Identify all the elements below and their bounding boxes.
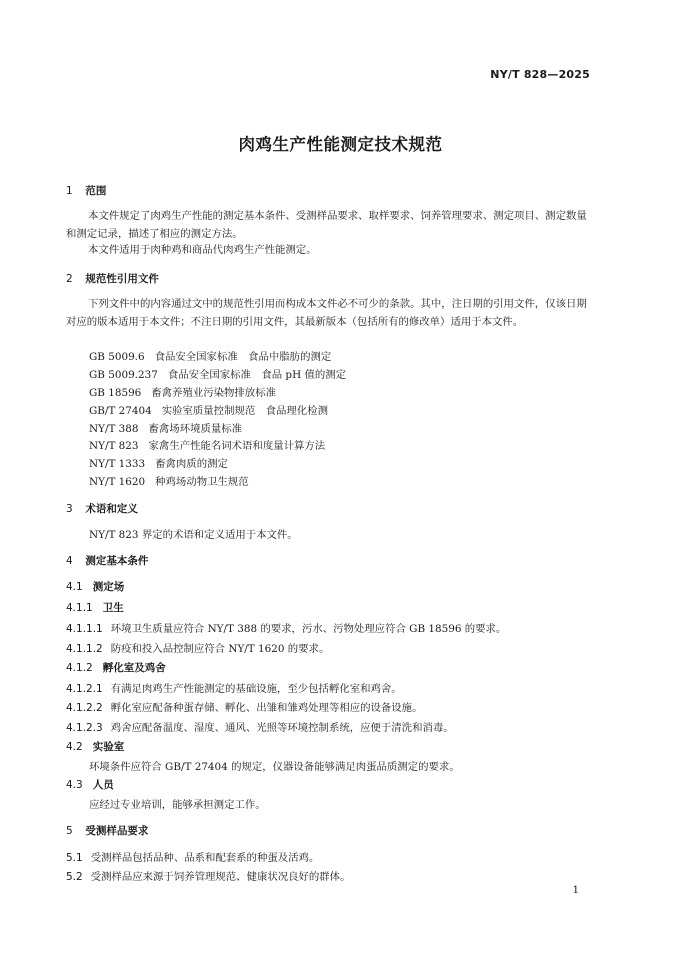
- reference-name: 畜禽肉质的测定: [155, 458, 228, 470]
- reference-code: NY/T 823: [89, 440, 139, 452]
- reference-name: 畜禽场环境质量标准: [148, 423, 243, 435]
- clause-text: 环境卫生质量应符合 NY/T 388 的要求，污水、污物处理应符合 GB 18596 的要求。: [110, 623, 507, 635]
- subsection-number: 4.2: [66, 741, 83, 753]
- standard-number: NY/T 828—2025: [490, 68, 590, 81]
- subsection-title: 孵化室及鸡舍: [102, 662, 166, 674]
- clause-text: 受测样品包括品种、品系和配套系的种蛋及活鸡。: [90, 852, 320, 864]
- clause-5-2: [66, 868, 350, 883]
- section-2-heading: [66, 271, 159, 286]
- subsection-4-2-heading: [66, 739, 124, 754]
- reference-code: GB 18596: [89, 387, 142, 399]
- reference-item: [89, 348, 331, 363]
- reference-name: 实验室质量控制规范 食品理化检测: [161, 405, 328, 417]
- reference-item: [89, 420, 242, 435]
- reference-item: [89, 455, 228, 470]
- section-1-paragraph-1: 本文件规定了肉鸡生产性能的测定基本条件、受测样品要求、取样要求、饲养管理要求、测定项目、测定数量和测定记录，描述了相应的测定方法。: [66, 210, 587, 240]
- section-title: 测定基本条件: [85, 555, 149, 567]
- subsection-number: 4.1.1: [66, 602, 93, 614]
- reference-code: GB/T 27404: [89, 405, 152, 417]
- clause-5-1: [66, 849, 319, 864]
- section-1-heading: [66, 183, 106, 198]
- clause-number: 4.1.1.2: [66, 643, 103, 655]
- section-number: 4: [66, 555, 73, 567]
- clause-4-1-2-3: [66, 719, 454, 734]
- section-4-heading: [66, 553, 148, 568]
- reference-item: [89, 384, 276, 399]
- reference-code: GB 5009.6: [89, 351, 145, 363]
- section-1-paragraph-2: 本文件适用于肉种鸡和商品代肉鸡生产性能测定。: [88, 244, 317, 256]
- section-title: 规范性引用文件: [85, 273, 159, 285]
- reference-name: 种鸡场动物卫生规范: [155, 476, 249, 488]
- reference-item: [89, 473, 249, 488]
- reference-code: NY/T 1620: [89, 476, 146, 488]
- subsection-4-1-2-heading: [66, 660, 166, 675]
- subsection-title: 测定场: [92, 581, 125, 593]
- reference-code: GB 5009.237: [89, 369, 158, 381]
- section-3-heading: [66, 501, 138, 516]
- clause-number: 5.1: [66, 852, 83, 864]
- subsection-number: 4.1: [66, 581, 83, 593]
- subsection-4-3-heading: [66, 777, 114, 792]
- subsection-title: 人员: [92, 779, 114, 791]
- subsection-4-3-text: 应经过专业培训，能够承担测定工作。: [89, 799, 266, 811]
- clause-text: 有满足肉鸡生产性能测定的基础设施，至少包括孵化室和鸡舍。: [110, 683, 402, 695]
- clause-number: 4.1.2.3: [66, 722, 103, 734]
- reference-code: NY/T 1333: [89, 458, 146, 470]
- clause-4-1-1-1: [66, 620, 506, 635]
- clause-text: 受测样品应来源于饲养管理规范、健康状况良好的群体。: [90, 871, 351, 883]
- reference-item: [89, 402, 328, 417]
- clause-text: 防疫和投入品控制应符合 NY/T 1620 的要求。: [110, 643, 330, 655]
- section-title: 术语和定义: [85, 503, 138, 515]
- reference-name: 食品安全国家标准 食品中脂肪的测定: [154, 351, 332, 363]
- section-title: 受测样品要求: [85, 825, 149, 837]
- subsection-4-2-text: 环境条件应符合 GB/T 27404 的规定，仪器设备能够满足肉蛋品质测定的要求。: [89, 761, 460, 773]
- page-number: 1: [572, 885, 579, 896]
- clause-number: 4.1.2.1: [66, 683, 103, 695]
- section-number: 2: [66, 273, 73, 285]
- clause-text: 鸡舍应配备温度、湿度、通风、光照等环境控制系统，应便于清洗和消毒。: [110, 722, 454, 734]
- section-number: 5: [66, 825, 73, 837]
- subsection-title: 卫生: [102, 602, 124, 614]
- reference-item: [89, 366, 346, 381]
- clause-number: 5.2: [66, 871, 83, 883]
- reference-item: [89, 437, 325, 452]
- section-3-paragraph: NY/T 823 界定的术语和定义适用于本文件。: [89, 529, 298, 541]
- clause-4-1-2-1: [66, 680, 402, 695]
- subsection-title: 实验室: [92, 741, 125, 753]
- section-5-heading: [66, 823, 148, 838]
- clause-text: 孵化室应配备种蛋存储、孵化、出雏和雏鸡处理等相应的设备设施。: [110, 702, 423, 714]
- section-number: 1: [66, 185, 73, 197]
- clause-number: 4.1.1.1: [66, 623, 103, 635]
- section-title: 范围: [85, 185, 107, 197]
- clause-4-1-2-2: [66, 699, 422, 714]
- subsection-number: 4.3: [66, 779, 83, 791]
- subsection-4-1-1-heading: [66, 600, 124, 615]
- subsection-4-1-heading: [66, 579, 124, 594]
- document-title: 肉鸡生产性能测定技术规范: [238, 135, 443, 154]
- reference-name: 家禽生产性能名词术语和度量计算方法: [148, 440, 326, 452]
- section-2-intro: 下列文件中的内容通过文中的规范性引用而构成本文件必不可少的条款。其中，注日期的引用文件，仅该日期对应的版本适用于本文件；不注日期的引用文件，其最新版本（包括所有的修改单）适用于本文件。: [66, 298, 587, 328]
- subsection-number: 4.1.2: [66, 662, 93, 674]
- reference-name: 食品安全国家标准 食品 pH 值的测定: [167, 369, 347, 381]
- reference-code: NY/T 388: [89, 423, 139, 435]
- reference-name: 畜禽养殖业污染物排放标准: [151, 387, 276, 399]
- clause-4-1-1-2: [66, 640, 329, 655]
- section-number: 3: [66, 503, 73, 515]
- clause-number: 4.1.2.2: [66, 702, 103, 714]
